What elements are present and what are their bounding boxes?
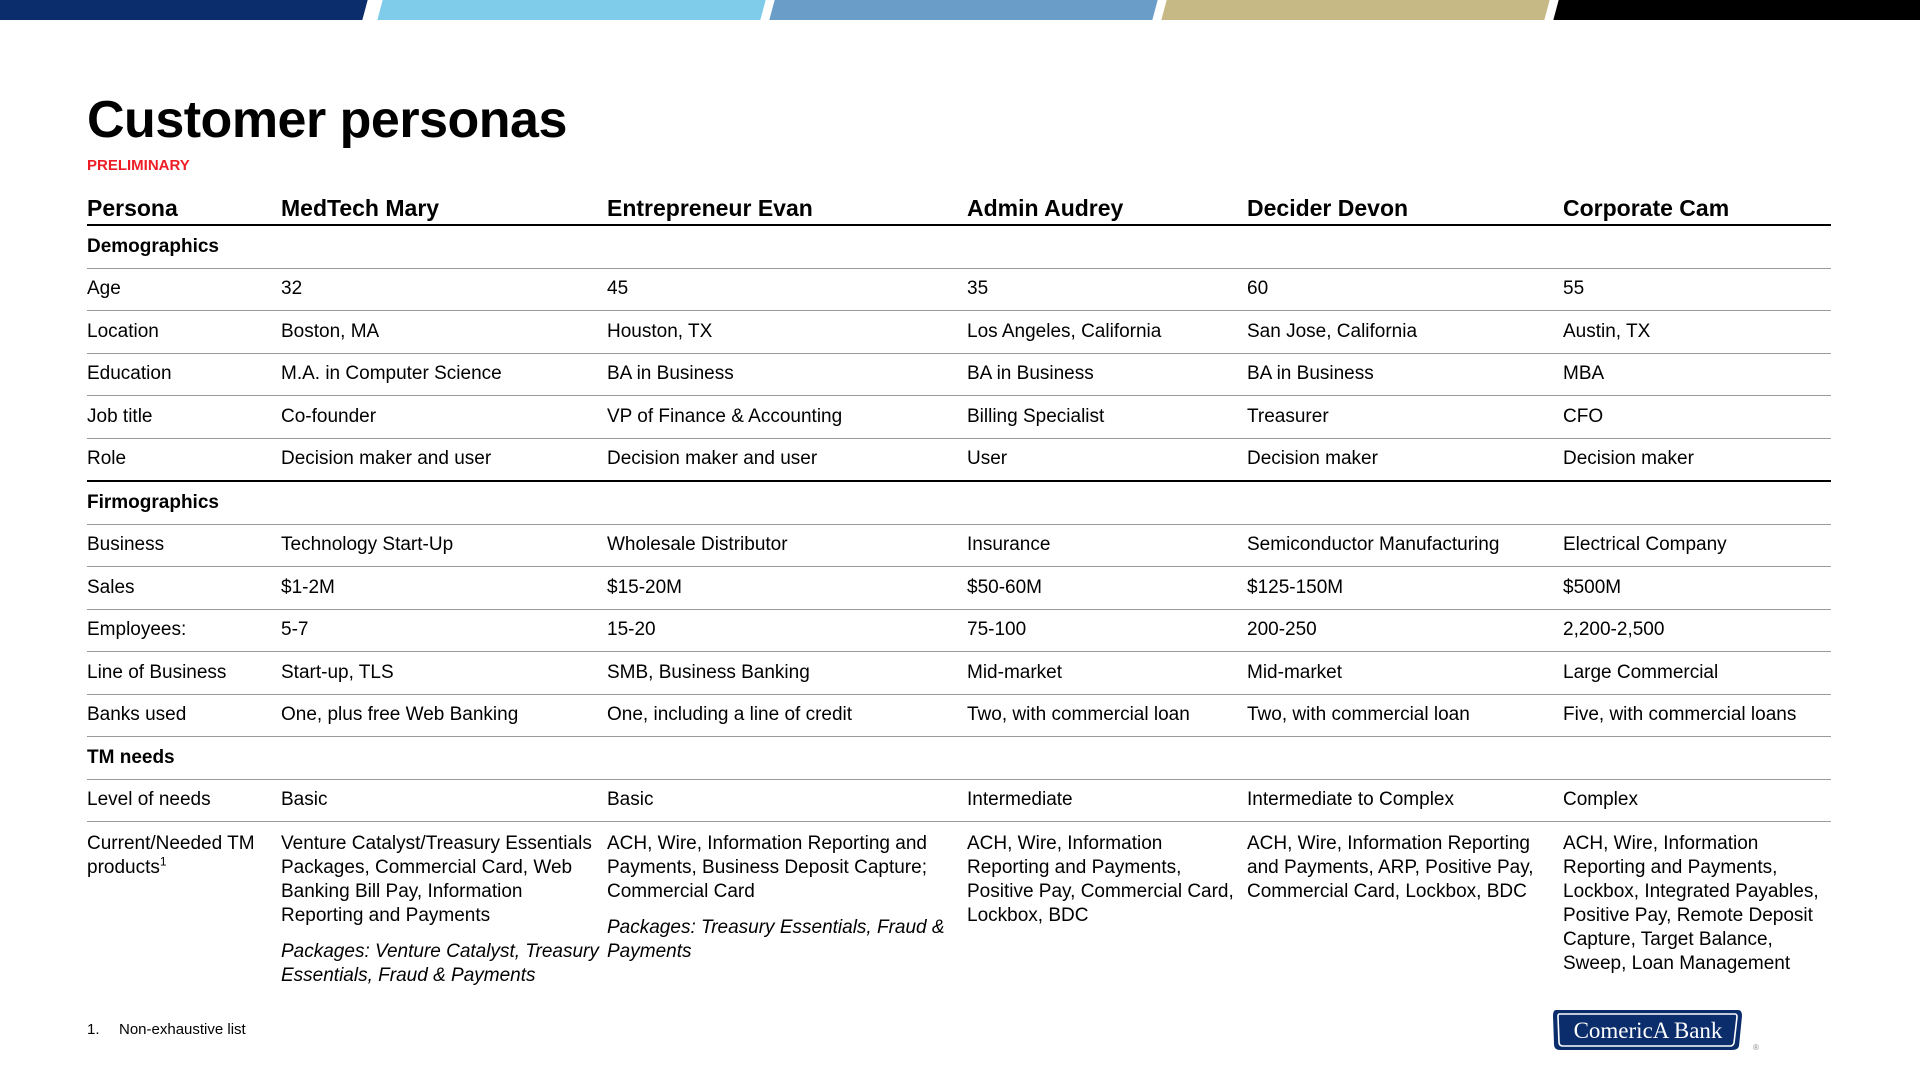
cell: Los Angeles, California [967,311,1247,354]
cell: Intermediate to Complex [1247,779,1563,822]
table-row-job-title [87,396,1831,439]
cell: M.A. in Computer Science [281,353,607,396]
bar-segment-black [1553,0,1920,20]
cell: Houston, TX [607,311,967,354]
section-label: TM needs [87,737,281,780]
row-label [87,822,281,989]
row-label: Banks used [87,694,281,737]
table-row-location [87,311,1831,354]
cell: Insurance [967,524,1247,567]
cell: $1-2M [281,567,607,610]
header-decider-devon: Decider Devon [1247,186,1563,225]
cell: $15-20M [607,567,967,610]
persona-table [87,186,1831,988]
cell: One, including a line of credit [607,694,967,737]
bar-segment-gold [1161,0,1549,20]
header-entrepreneur-evan: Entrepreneur Evan [607,186,967,225]
cell: Five, with commercial loans [1563,694,1831,737]
footnote [87,1021,246,1038]
cell: 75-100 [967,609,1247,652]
cell: User [967,438,1247,481]
table-row-level-of-needs [87,779,1831,822]
section-demographics [87,225,1831,268]
row-label: Business [87,524,281,567]
header-admin-audrey: Admin Audrey [967,186,1247,225]
cell: Basic [281,779,607,822]
bar-segment-steel [769,0,1157,20]
row-label: Role [87,438,281,481]
cell: SMB, Business Banking [607,652,967,695]
cell: VP of Finance & Accounting [607,396,967,439]
cell: Decision maker [1247,438,1563,481]
section-label: Demographics [87,225,281,268]
bar-segment-sky [377,0,765,20]
cell: MBA [1563,353,1831,396]
cell: BA in Business [607,353,967,396]
preliminary-label: PRELIMINARY [87,157,190,174]
products-text: ACH, Wire, Information Reporting and Payments, Positive Pay, Commercial Card, Lockbox, BDC [967,833,1234,926]
products-label: Current/Needed TM products [87,833,255,878]
cell: 2,200-2,500 [1563,609,1831,652]
cell: Large Commercial [1563,652,1831,695]
cell: Co-founder [281,396,607,439]
cell: Decision maker [1563,438,1831,481]
cell: 5-7 [281,609,607,652]
logo-text: ComericA Bank [1573,1018,1723,1043]
cell: Decision maker and user [281,438,607,481]
page-title: Customer personas [87,91,567,149]
table-row-education [87,353,1831,396]
row-label: Education [87,353,281,396]
products-text: ACH, Wire, Information Reporting and Payments, ARP, Positive Pay, Commercial Card, Lockbox, BDC [1247,833,1534,902]
table-row-employees [87,609,1831,652]
cell: Intermediate [967,779,1247,822]
products-text: ACH, Wire, Information Reporting and Payments, Business Deposit Capture; Commercial Card [607,833,927,902]
cell: Decision maker and user [607,438,967,481]
header-row [87,186,1831,225]
cell: 32 [281,268,607,311]
cell: Two, with commercial loan [967,694,1247,737]
section-label: Firmographics [87,481,281,524]
cell: San Jose, California [1247,311,1563,354]
row-label: Location [87,311,281,354]
cell: Semiconductor Manufacturing [1247,524,1563,567]
header-persona: Persona [87,186,281,225]
row-label: Employees: [87,609,281,652]
table-row-tm-products [87,822,1831,989]
comerica-bank-logo [1552,1006,1764,1052]
cell [281,822,607,989]
cell: Basic [607,779,967,822]
cell: 55 [1563,268,1831,311]
table-row-line-of-business [87,652,1831,695]
section-tm-needs [87,737,1831,780]
cell [1563,822,1831,989]
cell: 45 [607,268,967,311]
cell: Austin, TX [1563,311,1831,354]
cell: Technology Start-Up [281,524,607,567]
table-row-role [87,438,1831,481]
cell: BA in Business [967,353,1247,396]
cell: One, plus free Web Banking [281,694,607,737]
cell: Mid-market [1247,652,1563,695]
cell: Two, with commercial loan [1247,694,1563,737]
packages-text: Packages: Venture Catalyst, Treasury Essentials, Fraud & Payments [281,941,599,986]
cell: $125-150M [1247,567,1563,610]
header-corporate-cam: Corporate Cam [1563,186,1831,225]
footnote-marker: 1 [159,854,167,869]
cell [967,822,1247,989]
row-label: Job title [87,396,281,439]
footnote-text: Non-exhaustive list [119,1021,246,1038]
table-row-age [87,268,1831,311]
cell [607,822,967,989]
cell: 15-20 [607,609,967,652]
table-row-business [87,524,1831,567]
cell: BA in Business [1247,353,1563,396]
cell: 35 [967,268,1247,311]
cell: Complex [1563,779,1831,822]
row-label: Sales [87,567,281,610]
footnote-number: 1. [87,1021,100,1038]
cell: $500M [1563,567,1831,610]
cell: 60 [1247,268,1563,311]
cell: CFO [1563,396,1831,439]
cell: Start-up, TLS [281,652,607,695]
cell: Wholesale Distributor [607,524,967,567]
row-label: Age [87,268,281,311]
products-text: Venture Catalyst/Treasury Essentials Packages, Commercial Card, Web Banking Bill Pay, Information Reporting and Payments [281,833,592,926]
header-medtech-mary: MedTech Mary [281,186,607,225]
cell [1247,822,1563,989]
packages-text: Packages: Treasury Essentials, Fraud & Payments [607,917,945,962]
cell: Billing Specialist [967,396,1247,439]
row-label: Level of needs [87,779,281,822]
cell: Treasurer [1247,396,1563,439]
table-row-sales [87,567,1831,610]
cell: Mid-market [967,652,1247,695]
section-firmographics [87,481,1831,524]
table-row-banks-used [87,694,1831,737]
bar-segment-navy [0,0,368,20]
top-color-bar [0,0,1920,20]
cell: Boston, MA [281,311,607,354]
cell: 200-250 [1247,609,1563,652]
products-text: ACH, Wire, Information Reporting and Payments, Lockbox, Integrated Payables, Positive Pay, Remote Deposit Capture, Target Balance, Sweep, Loan Management [1563,833,1819,974]
row-label: Line of Business [87,652,281,695]
cell: Electrical Company [1563,524,1831,567]
cell: $50-60M [967,567,1247,610]
logo-registered-mark: ® [1753,1043,1759,1052]
